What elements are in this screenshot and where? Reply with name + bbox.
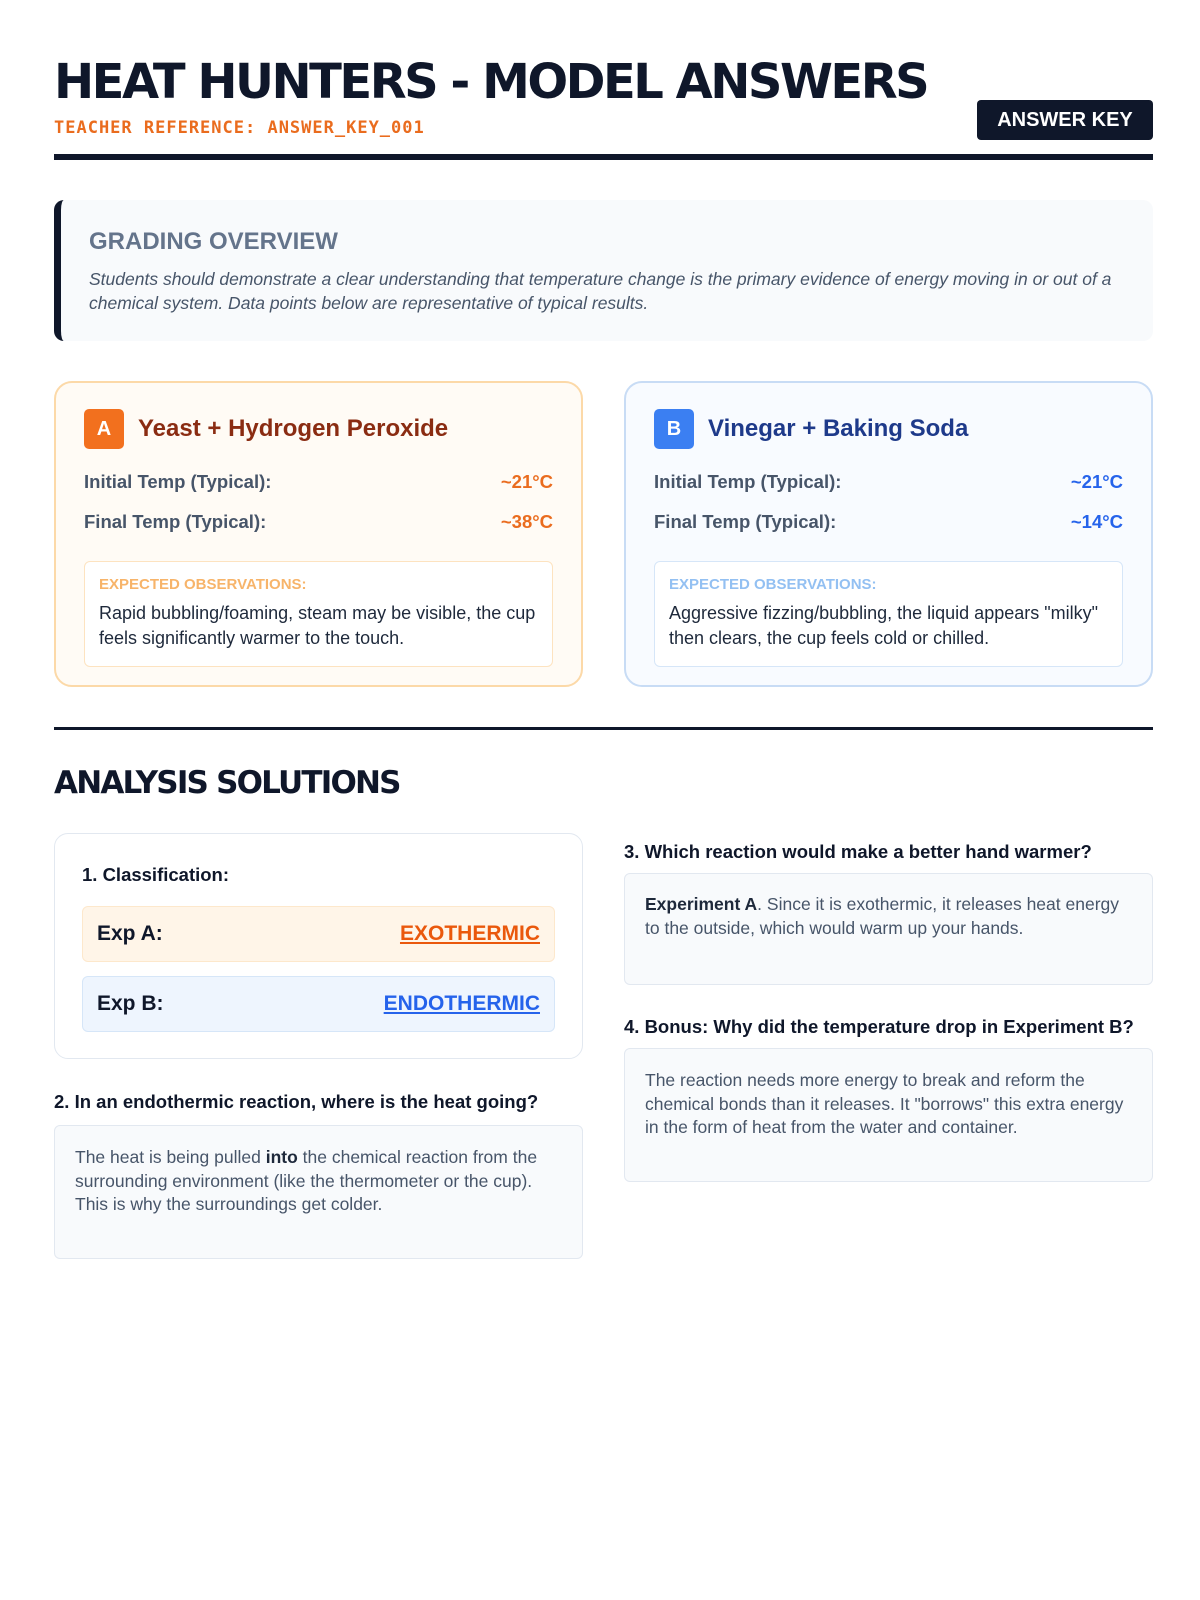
answer-key-page: [54, 0, 1153, 1214]
classification-value: ENDOTHERMIC: [383, 992, 540, 1015]
question-3-answer: [624, 873, 1153, 985]
question-3-title: 3. Which reaction would make a better hand warmer?: [624, 841, 1092, 862]
observations-box: [84, 561, 553, 667]
answer-text: The reaction needs more energy to break and reform the chemical bonds than it releases. It "borrows" this extra energy in the form of heat from the water and container.: [645, 1070, 1124, 1137]
answer-emphasis: Experiment A: [645, 894, 758, 914]
observations-text: Aggressive fizzing/bubbling, the liquid appears "milky" then clears, the cup feels cold or chilled.: [669, 603, 1099, 648]
classification-label: Exp B:: [97, 992, 164, 1015]
final-temp-value: ~14°C: [1070, 511, 1123, 532]
card-header: [654, 409, 1123, 449]
page-title: HEAT HUNTERS - MODEL ANSWERS: [54, 54, 928, 110]
classification-box: [54, 833, 583, 1059]
classification-row-b: [82, 976, 555, 1032]
initial-temp-label: Initial Temp (Typical):: [654, 471, 842, 492]
question-2-answer: [54, 1125, 583, 1259]
classification-label: Exp A:: [97, 922, 163, 945]
observations-text: Rapid bubbling/foaming, steam may be visible, the cup feels significantly warmer to the touch.: [99, 603, 536, 648]
grading-overview: [54, 200, 1153, 341]
teacher-reference: TEACHER REFERENCE: ANSWER_KEY_001: [54, 118, 425, 138]
card-header: [84, 409, 553, 449]
section-divider: [54, 727, 1153, 730]
experiment-title: Yeast + Hydrogen Peroxide: [138, 415, 449, 442]
initial-temp-label: Initial Temp (Typical):: [84, 471, 272, 492]
overview-text: Students should demonstrate a clear understanding that temperature change is the primary evidence of energy moving in or out of a chemical system. Data points below are representative of typical results.: [89, 269, 1112, 313]
header: [54, 0, 1153, 160]
answer-text: The heat is being pulled: [75, 1147, 266, 1167]
experiment-letter-badge: B: [654, 409, 694, 449]
final-temp-label: Final Temp (Typical):: [654, 511, 837, 532]
observations-label: EXPECTED OBSERVATIONS:: [99, 576, 307, 593]
initial-temp-row: [84, 471, 553, 511]
answer-emphasis: into: [265, 1147, 298, 1167]
answer-text: the chemical reaction from the surrounding environment (like the thermometer or the cup). This is why the surroundings get colder.: [75, 1147, 538, 1214]
question-4-answer: [624, 1048, 1153, 1182]
experiment-letter-badge: A: [84, 409, 124, 449]
final-temp-row: [654, 511, 1123, 551]
observations-label: EXPECTED OBSERVATIONS:: [669, 576, 877, 593]
initial-temp-row: [654, 471, 1123, 511]
classification-title: 1. Classification:: [82, 864, 230, 885]
answer-key-badge: ANSWER KEY: [977, 100, 1153, 140]
classification-value: EXOTHERMIC: [399, 922, 540, 945]
initial-temp-value: ~21°C: [1070, 471, 1123, 492]
answer-text: . Since it is exothermic, it releases heat energy to the outside, which would warm up your hands.: [645, 894, 1120, 938]
question-2-title: 2. In an endothermic reaction, where is the heat going?: [54, 1091, 539, 1112]
question-4-title: 4. Bonus: Why did the temperature drop in Experiment B?: [624, 1016, 1134, 1037]
experiment-card-b: [624, 381, 1153, 687]
observations-box: [654, 561, 1123, 667]
experiment-title: Vinegar + Baking Soda: [708, 415, 969, 442]
final-temp-row: [84, 511, 553, 551]
classification-row-a: [82, 906, 555, 962]
overview-title: GRADING OVERVIEW: [89, 228, 338, 255]
final-temp-value: ~38°C: [500, 511, 553, 532]
final-temp-label: Final Temp (Typical):: [84, 511, 267, 532]
initial-temp-value: ~21°C: [500, 471, 553, 492]
analysis-title: ANALYSIS SOLUTIONS: [54, 765, 400, 801]
experiment-card-a: [54, 381, 583, 687]
